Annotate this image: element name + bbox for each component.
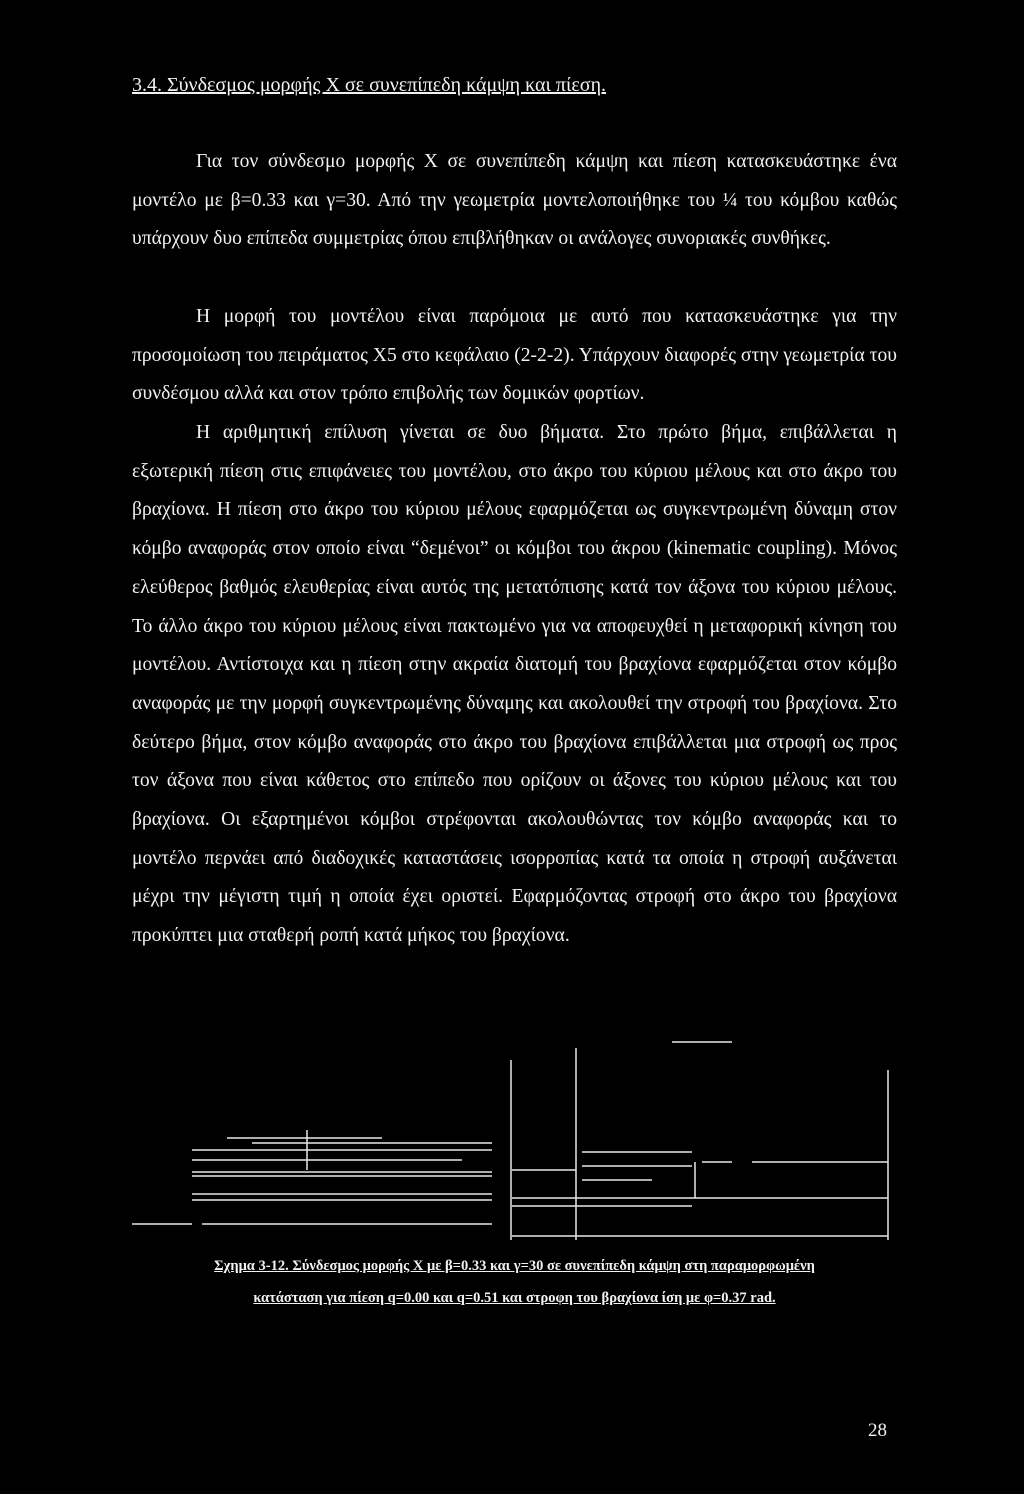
paragraph-model-form: Η μορφή του μοντέλου είναι παρόμοια με αυτό που κατασκευάστηκε για την προσομοίωση του πειράματος Χ5 στο κεφάλαιο (2-2-2). Υπάρχουν διαφορές στην γεωμετρία του συνδέσμου αλλά και στον τρόπο επιβολής των δομικών φορτίων. bbox=[132, 306, 897, 405]
figure-caption-line-1: Σχημα 3-12. Σύνδεσμος μορφής Χ με β=0.33 και γ=30 σε συνεπίπεδη κάμψη στη παραμορφωμένη bbox=[214, 1258, 815, 1274]
deformed-model-figure bbox=[132, 1040, 897, 1240]
figure-caption bbox=[132, 1250, 897, 1314]
paragraph-solution-steps: Η αριθμητική επίλυση γίνεται σε δυο βήματα. Στο πρώτο βήμα, επιβάλλεται η εξωτερική πίεση στις επιφάνειες του μοντέλου, στο άκρο του κύριου μέλους και στο άκρο του βραχίονα. Η πίεση στο άκρο του κύριου μέλους εφαρμόζεται ως συγκεντρωμένη δύναμη στον κόμβο αναφοράς στον οποίο είναι “δεμένοι” οι κόμβοι του άκρου (kinematic coupling). Μόνος ελεύθερος βαθμός ελευθερίας είναι αυτός της μετατόπισης κατά τον άξονα του κύριου μέλους. Το άλλο άκρο του κύριου μέλους είναι πακτωμένο για να αποφευχθεί η μεταφορική κίνηση του μοντέλου. Αντίστοιχα και η πίεση στην ακραία διατομή του βραχίονα εφαρμόζεται στον κόμβο αναφοράς με την μορφή συγκεντρωμένης δύναμης και ακολουθεί την στροφή του βραχίονα. Στο δεύτερο βήμα, στον κόμβο αναφοράς στο άκρο του βραχίονα επιβάλλεται μια στροφή ως προς τον άξονα που είναι κάθετος στο επίπεδο που ορίζουν οι άξονες του κύριου μέλους και του βραχίονα. Οι εξαρτημένοι κόμβοι στρέφονται ακολουθώντας τον κόμβο αναφοράς και το μοντέλο περνάει από διαδοχικές καταστάσεις ισορροπίας κατά τα οποία η στροφή αυξάνεται μέχρι την μέγιστη τιμή η οποία έχει οριστεί. Εφαρμόζοντας στροφή στο άκρο του βραχίονα προκύπτει μια σταθερή ροπή κατά μήκος του βραχίονα. bbox=[132, 422, 897, 947]
paragraph-intro: Για τον σύνδεσμο μορφής Χ σε συνεπίπεδη κάμψη και πίεση κατασκευάστηκε ένα μοντέλο με β=0.33 και γ=30. Από την γεωμετρία μοντελοποιήθηκε του ¼ του κόμβου καθώς υπάρχουν δυο επίπεδα συμμετρίας όπου επιβλήθηκαν οι ανάλογες συνοριακές συνθήκες. bbox=[132, 151, 897, 250]
figure-caption-line-2: κατάσταση για πίεση q=0.00 και q=0.51 και στροφη του βραχίονα ίση με φ=0.37 rad. bbox=[253, 1290, 776, 1306]
page-number: 28 bbox=[868, 1420, 887, 1441]
section-heading: 3.4. Σύνδεσμος μορφής Χ σε συνεπίπεδη κάμψη και πίεση. bbox=[132, 74, 607, 96]
